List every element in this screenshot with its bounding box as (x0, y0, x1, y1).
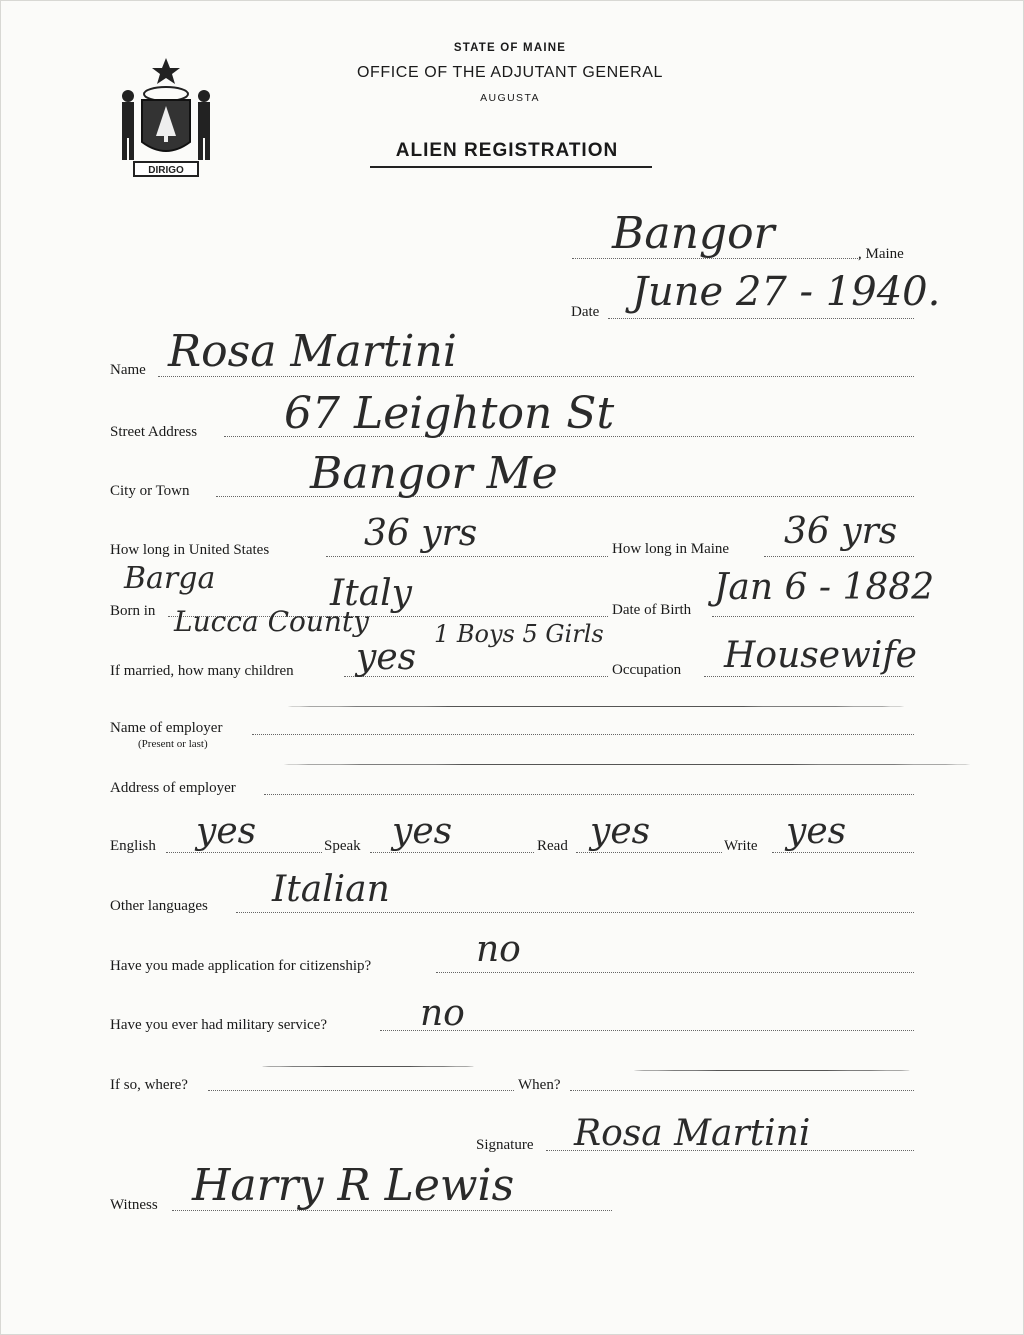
dob-value: Jan 6 - 1882 (714, 567, 935, 608)
signature-label: Signature (476, 1137, 534, 1153)
signature-value: Rosa Martini (574, 1113, 811, 1154)
occupation-label: Occupation (612, 662, 682, 678)
where-dash (262, 1066, 474, 1067)
military-value: no (420, 993, 465, 1034)
other-lang-label: Other languages (110, 898, 208, 914)
how-long-us-line (326, 556, 608, 557)
form-title: ALIEN REGISTRATION (395, 140, 619, 161)
read-value: yes (590, 811, 651, 852)
where-line (208, 1090, 514, 1091)
married-label: If married, how many children (110, 663, 294, 679)
occupation-value: Housewife (724, 635, 917, 676)
header-state: STATE OF MAINE (453, 42, 567, 54)
employer-address-label: Address of employer (110, 780, 236, 796)
occupation-line (704, 676, 914, 677)
street-label: Street Address (110, 424, 198, 440)
children-value: 1 Boys 5 Girls (434, 620, 604, 648)
name-label: Name (110, 362, 146, 378)
when-dash (634, 1070, 910, 1071)
birthplace-town: Barga (124, 561, 216, 596)
how-long-us-value: 36 yrs (364, 513, 478, 554)
how-long-maine-value: 36 yrs (784, 511, 898, 552)
date-label: Date (571, 304, 600, 320)
employer-address-dash (282, 764, 972, 765)
speak-label: Speak (324, 838, 361, 854)
employer-dash (286, 706, 906, 707)
speak-value: yes (392, 811, 453, 852)
write-value: yes (786, 811, 847, 852)
citizenship-label: Have you made application for citizenship? (110, 958, 372, 974)
dob-label: Date of Birth (612, 602, 692, 618)
speak-line (370, 852, 534, 853)
employer-address-line (264, 794, 914, 795)
where-label: If so, where? (110, 1077, 188, 1093)
maine-state-seal (112, 56, 220, 180)
write-label: Write (724, 838, 758, 854)
how-long-maine-line (764, 556, 914, 557)
seal-motto: DIRIGO (148, 165, 184, 176)
english-label: English (110, 838, 156, 854)
other-lang-line (236, 912, 914, 913)
read-line (576, 852, 722, 853)
employer-label: Name of employer (110, 720, 223, 736)
street-value: 67 Leighton St (284, 388, 615, 439)
title-underline (370, 166, 652, 168)
town-value: Bangor (612, 208, 775, 259)
name-value: Rosa Martini (168, 326, 457, 377)
citizenship-value: no (476, 929, 521, 970)
dob-line (712, 616, 914, 617)
military-label: Have you ever had military service? (110, 1017, 327, 1033)
born-in-label: Born in (110, 603, 156, 619)
write-line (772, 852, 914, 853)
date-value: June 27 - 1940. (632, 269, 941, 315)
english-line (166, 852, 322, 853)
maine-label: , Maine (858, 246, 904, 262)
employer-line (252, 734, 914, 735)
how-long-us-label: How long in United States (110, 542, 270, 558)
other-lang-value: Italian (272, 869, 390, 910)
born-in-value: Italy (330, 573, 413, 614)
city-label: City or Town (110, 483, 190, 499)
header-office: OFFICE OF THE ADJUTANT GENERAL (356, 64, 664, 81)
read-label: Read (537, 838, 568, 854)
when-line (570, 1090, 914, 1091)
citizenship-line (436, 972, 914, 973)
when-label: When? (518, 1077, 561, 1093)
header-city: AUGUSTA (480, 92, 540, 104)
witness-value: Harry R Lewis (192, 1160, 515, 1211)
how-long-maine-label: How long in Maine (612, 541, 730, 557)
birthplace-county: Lucca County (174, 605, 370, 638)
employer-sublabel: (Present or last) (138, 738, 208, 750)
married-value: yes (356, 637, 417, 678)
date-line (608, 318, 914, 319)
witness-label: Witness (110, 1197, 158, 1213)
english-value: yes (196, 811, 257, 852)
city-value: Bangor Me (310, 448, 558, 499)
